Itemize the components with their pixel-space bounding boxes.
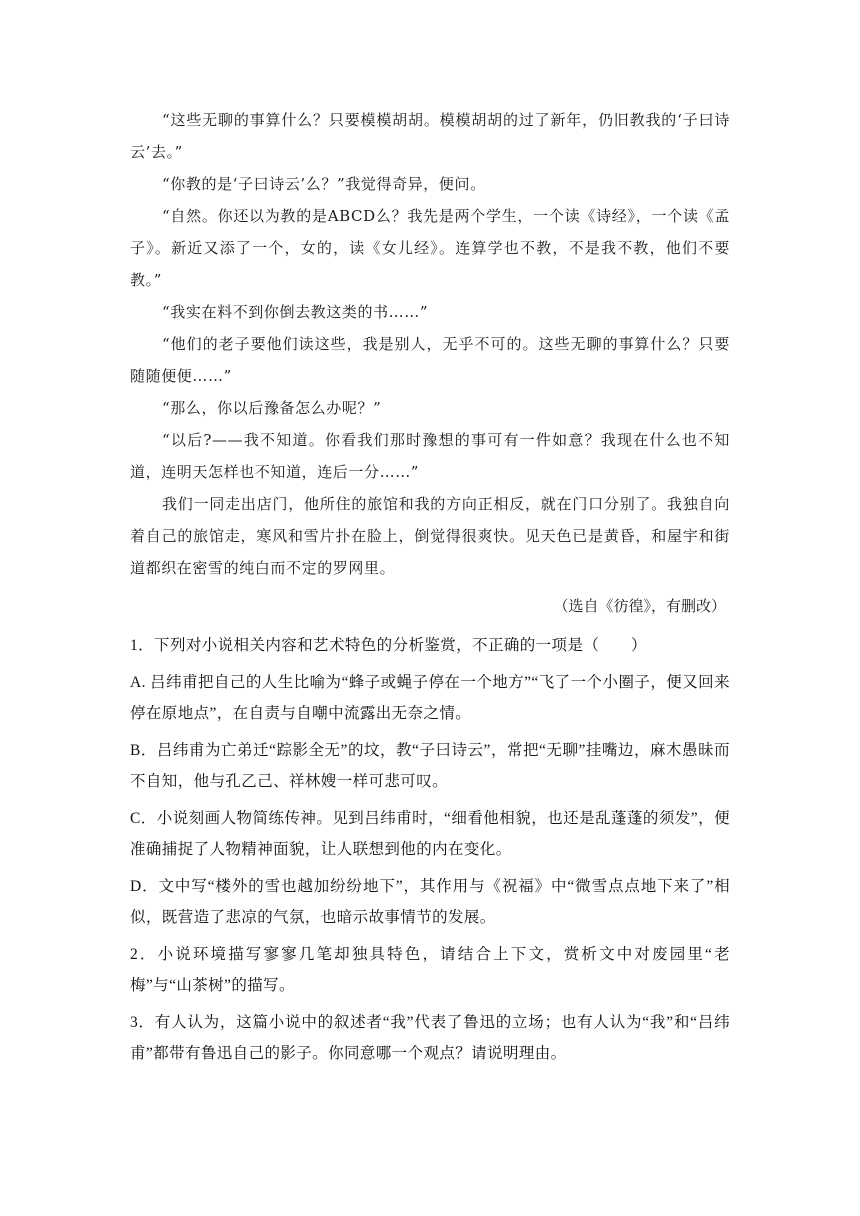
question-1: 1．下列对小说相关内容和艺术特色的分析鉴赏，不正确的一项是（ ） bbox=[130, 637, 647, 654]
option-d: D．文中写“楼外的雪也越加纷纷地下”，其作用与《祝福》中“微雪点点地下来了”相似，既营造了悲凉的气氛，也暗示故事情节的发展。 bbox=[130, 878, 730, 926]
document-content bbox=[130, 104, 730, 1075]
source-citation: （选自《彷徨》，有删改） bbox=[553, 597, 726, 615]
story-paragraph: “这些无聊的事算什么？只要模模胡胡。模模胡胡的过了新年，仍旧教我的‘子曰诗云’去。” bbox=[130, 111, 730, 161]
story-paragraph: 我们一同走出店门，他所住的旅馆和我的方向正相反，就在门口分别了。我独自向着自己的旅馆走，寒风和雪片扑在脸上，倒觉得很爽快。见天色已是黄昏，和屋宇和街道都织在密雪的纯白而不定的罗网里。 bbox=[130, 495, 730, 577]
story-paragraph: “以后?——我不知道。你看我们那时豫想的事可有一件如意？我现在什么也不知道，连明天怎样也不知道，连后一分……” bbox=[130, 431, 730, 481]
story-paragraph: “他们的老子要他们读这些，我是别人，无乎不可的。这些无聊的事算什么？只要随随便便……” bbox=[130, 335, 730, 385]
story-paragraph: “我实在料不到你倒去教这类的书……” bbox=[162, 303, 429, 321]
story-paragraph: “你教的是‘子曰诗云’么？”我觉得奇异，便问。 bbox=[162, 175, 486, 193]
option-a: A. 吕纬甫把自己的人生比喻为“蜂子或蝇子停在一个地方”“飞了一个小圈子，便又回来停在原地点”，在自责与自嘲中流露出无奈之情。 bbox=[130, 674, 730, 722]
question-3: 3．有人认为，这篇小说中的叙述者“我”代表了鲁迅的立场；也有人认为“我”和“吕纬甫”都带有鲁迅自己的影子。你同意哪一个观点？请说明理由。 bbox=[130, 1014, 730, 1062]
option-c: C．小说刻画人物简练传神。见到吕纬甫时，“细看他相貌，也还是乱蓬蓬的须发”，便准确捕捉了人物精神面貌，让人联想到他的内在变化。 bbox=[130, 810, 730, 858]
option-b: B．吕纬甫为亡弟迁“踪影全无”的坟，教“子曰诗云”，常把“无聊”挂嘴边，麻木愚昧而不自知，他与孔乙己、祥林嫂一样可悲可叹。 bbox=[130, 742, 730, 790]
story-paragraph: “那么，你以后豫备怎么办呢？” bbox=[162, 399, 382, 417]
story-paragraph: “自然。你还以为教的是ABCD么？我先是两个学生，一个读《诗经》，一个读《孟子》。新近又添了一个，女的，读《女儿经》。连算学也不教，不是我不教，他们不要教。” bbox=[130, 207, 730, 289]
question-2: 2．小说环境描写寥寥几笔却独具特色，请结合上下文，赏析文中对废园里“老梅”与“山茶树”的描写。 bbox=[130, 946, 730, 994]
